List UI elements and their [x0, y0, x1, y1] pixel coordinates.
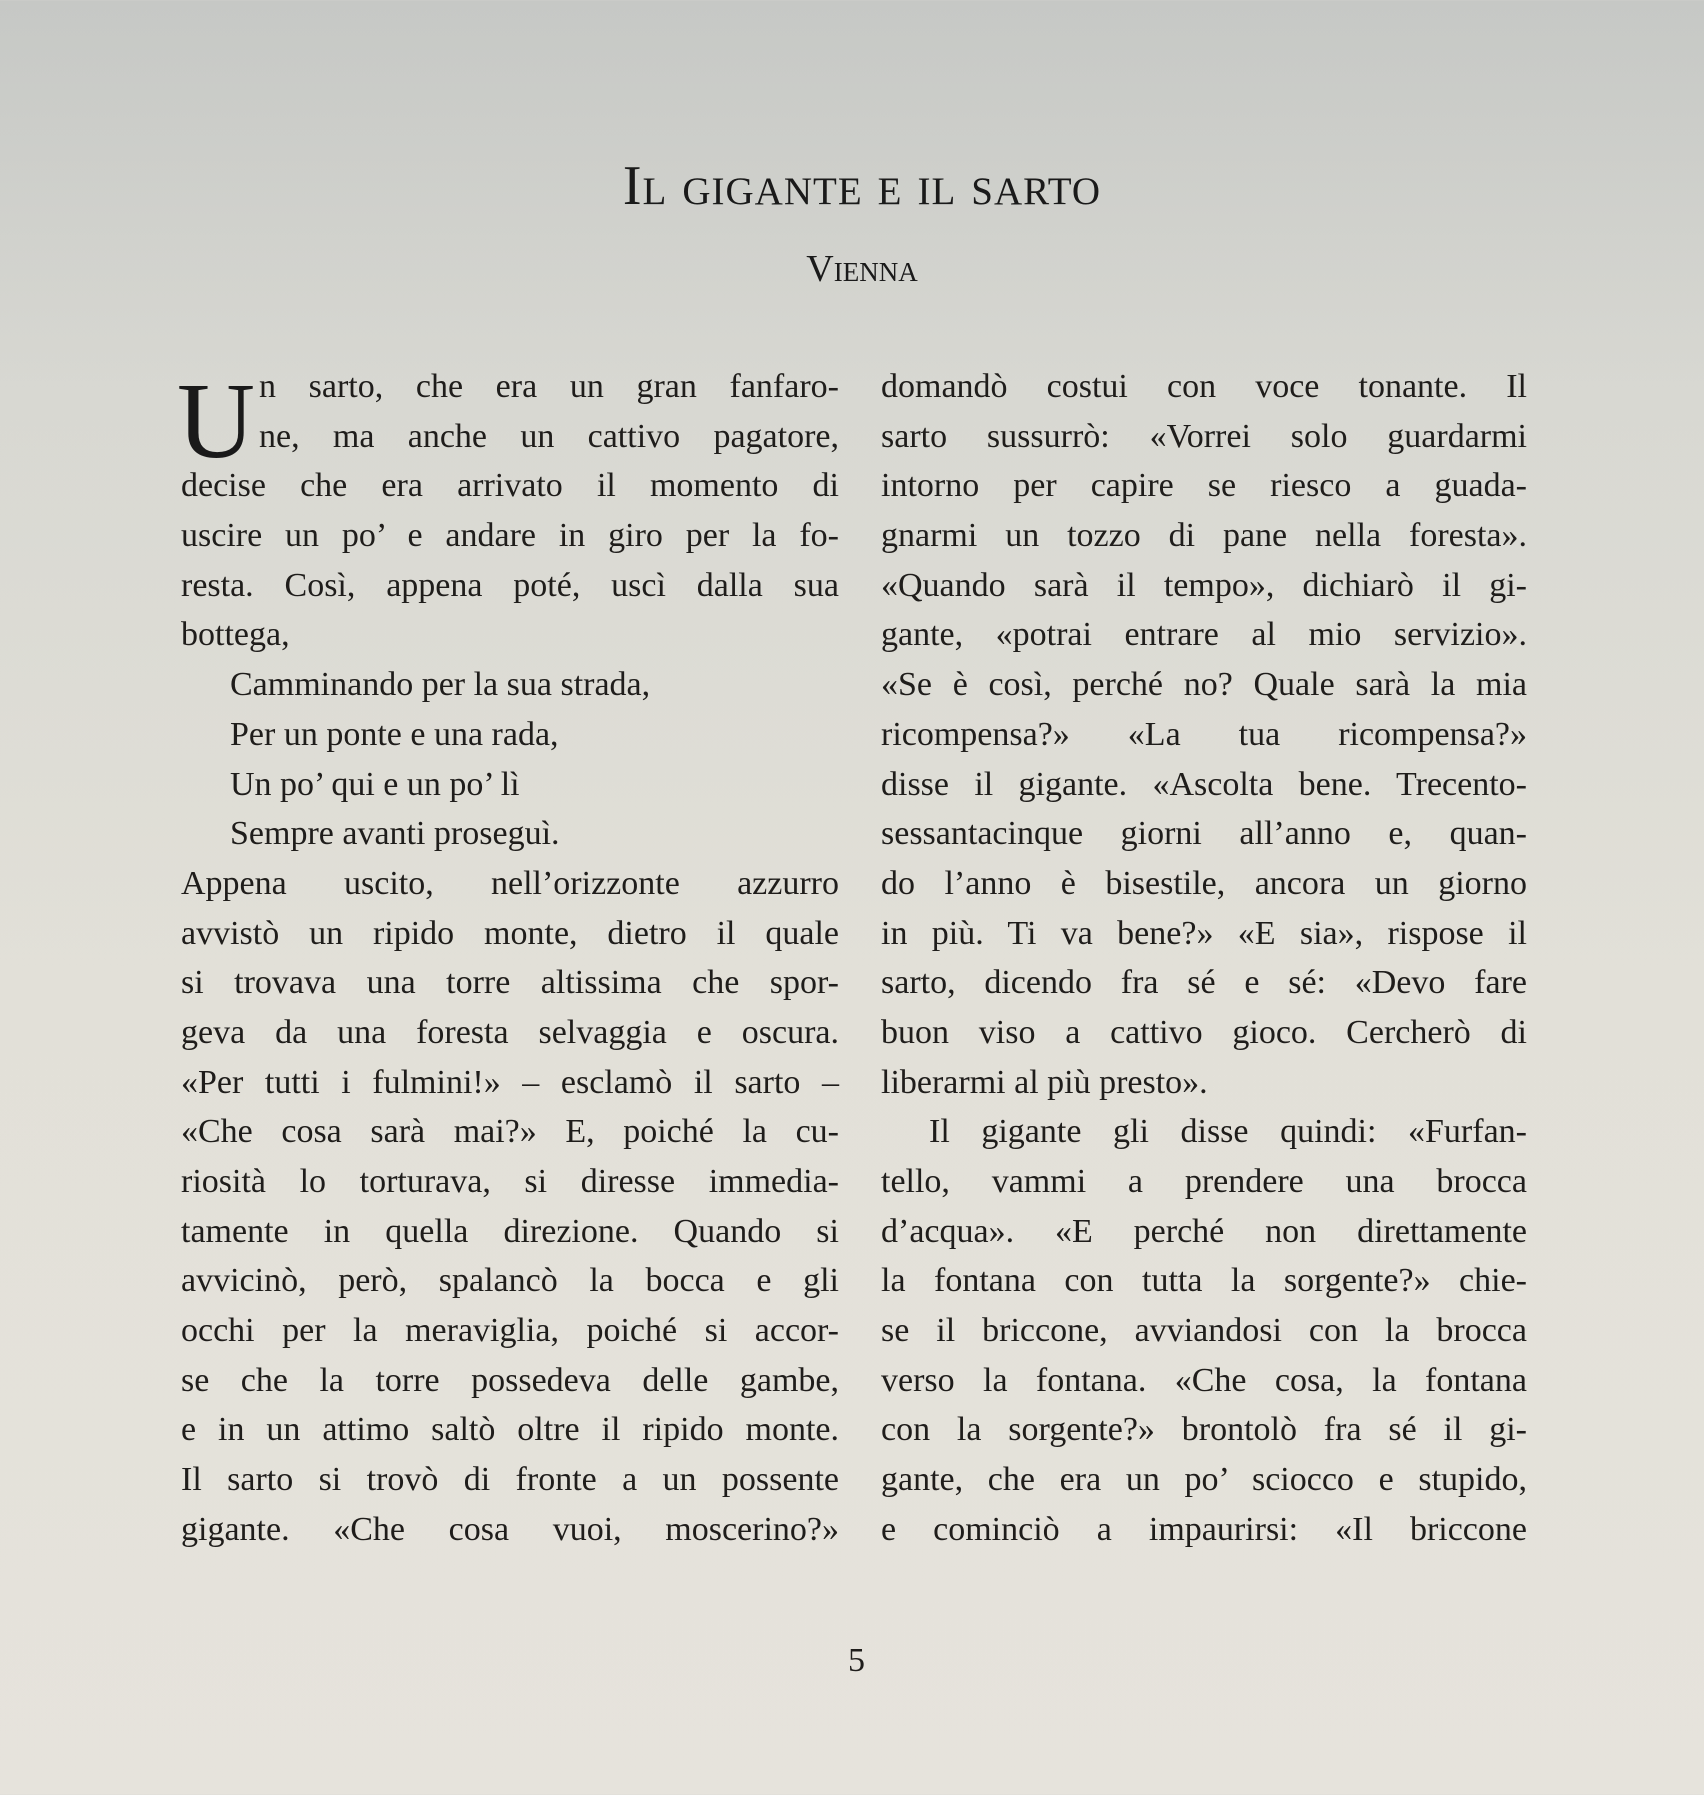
text-line: geva da una foresta selvaggia e oscura.: [181, 1013, 839, 1051]
text-line: d’acqua». «E perché non direttamente: [881, 1212, 1527, 1250]
text-line: e cominciò a impaurirsi: «Il briccone: [881, 1510, 1527, 1548]
text-line: sarto, dicendo fra sé e sé: «Devo fare: [881, 964, 1527, 1002]
left-column: [177, 362, 839, 1555]
text-line: sarto sussurrò: «Vorrei solo guardarmi: [881, 417, 1527, 455]
text-line: gante, «potrai entrare al mio servizio».: [881, 616, 1527, 654]
text-line: tamente in quella direzione. Quando si: [181, 1212, 839, 1250]
drop-cap: U: [177, 362, 255, 481]
text-line: ricompensa?» «La tua ricompensa?»: [881, 715, 1527, 753]
text-line: resta. Così, appena poté, uscì dalla sua: [181, 566, 839, 604]
text-line: con la sorgente?» brontolò fra sé il gi-: [881, 1411, 1527, 1449]
story-subtitle: Vienna: [806, 248, 918, 290]
text-line: riosità lo torturava, si diresse immedia-: [181, 1163, 839, 1200]
text-line: se che la torre possedeva delle gambe,: [181, 1361, 839, 1399]
text-line: intorno per capire se riesco a guada-: [881, 467, 1527, 505]
verse-line: Sempre avanti proseguì.: [230, 815, 560, 853]
text-line: «Che cosa sarà mai?» E, poiché la cu-: [181, 1113, 839, 1151]
text-line: avvistò un ripido monte, dietro il quale: [181, 914, 839, 952]
verse-line: Un po’ qui e un po’ lì: [230, 765, 520, 803]
page-number: 5: [848, 1642, 865, 1679]
story-title: Il gigante e il sarto: [622, 155, 1102, 217]
text-line: decise che era arrivato il momento di: [181, 467, 839, 505]
text-line: domandò costui con voce tonante. Il: [881, 368, 1527, 405]
text-line: sessantacinque giorni all’anno e, quan-: [881, 815, 1527, 853]
text-line: «Per tutti i fulmini!» – esclamò il sarto –: [181, 1063, 839, 1101]
text-line: gante, che era un po’ sciocco e stupido,: [881, 1461, 1527, 1499]
text-line: verso la fontana. «Che cosa, la fontana: [881, 1361, 1527, 1399]
text-line: bottega,: [181, 616, 290, 654]
text-line: «Quando sarà il tempo», dichiarò il gi-: [881, 566, 1527, 604]
text-line: e in un attimo saltò oltre il ripido monte.: [181, 1411, 839, 1449]
text-line: «Se è così, perché no? Quale sarà la mia: [881, 666, 1527, 704]
text-line: disse il gigante. «Ascolta bene. Trecento-: [881, 765, 1527, 803]
text-line: occhi per la meraviglia, poiché si accor-: [181, 1312, 839, 1350]
text-line: la fontana con tutta la sorgente?» chie-: [881, 1262, 1527, 1300]
text-line: uscire un po’ e andare in giro per la fo-: [181, 517, 839, 555]
text-line: avvicinò, però, spalancò la bocca e gli: [181, 1262, 839, 1300]
text-line: ne, ma anche un cattivo pagatore,: [259, 417, 839, 455]
text-line: Appena uscito, nell’orizzonte azzurro: [181, 864, 839, 902]
text-line: liberarmi al più presto».: [881, 1063, 1208, 1101]
text-line: Il sarto si trovò di fronte a un possente: [181, 1461, 839, 1499]
text-line: buon viso a cattivo gioco. Cercherò di: [881, 1013, 1527, 1051]
text-line: n sarto, che era un gran fanfaro-: [259, 368, 839, 405]
text-line: tello, vammi a prendere una brocca: [881, 1163, 1527, 1200]
verse-line: Camminando per la sua strada,: [230, 666, 651, 704]
text-line: gigante. «Che cosa vuoi, moscerino?»: [181, 1510, 839, 1548]
text-line: Il gigante gli disse quindi: «Furfan-: [929, 1113, 1527, 1151]
text-line: se il briccone, avviandosi con la brocca: [881, 1312, 1527, 1350]
verse-line: Per un ponte e una rada,: [230, 715, 559, 753]
text-line: gnarmi un tozzo di pane nella foresta».: [881, 517, 1527, 555]
text-line: do l’anno è bisestile, ancora un giorno: [881, 864, 1527, 902]
text-line: si trovava una torre altissima che spor-: [181, 964, 839, 1002]
text-line: in più. Ti va bene?» «E sia», rispose il: [881, 914, 1527, 952]
right-column: [881, 362, 1527, 1555]
